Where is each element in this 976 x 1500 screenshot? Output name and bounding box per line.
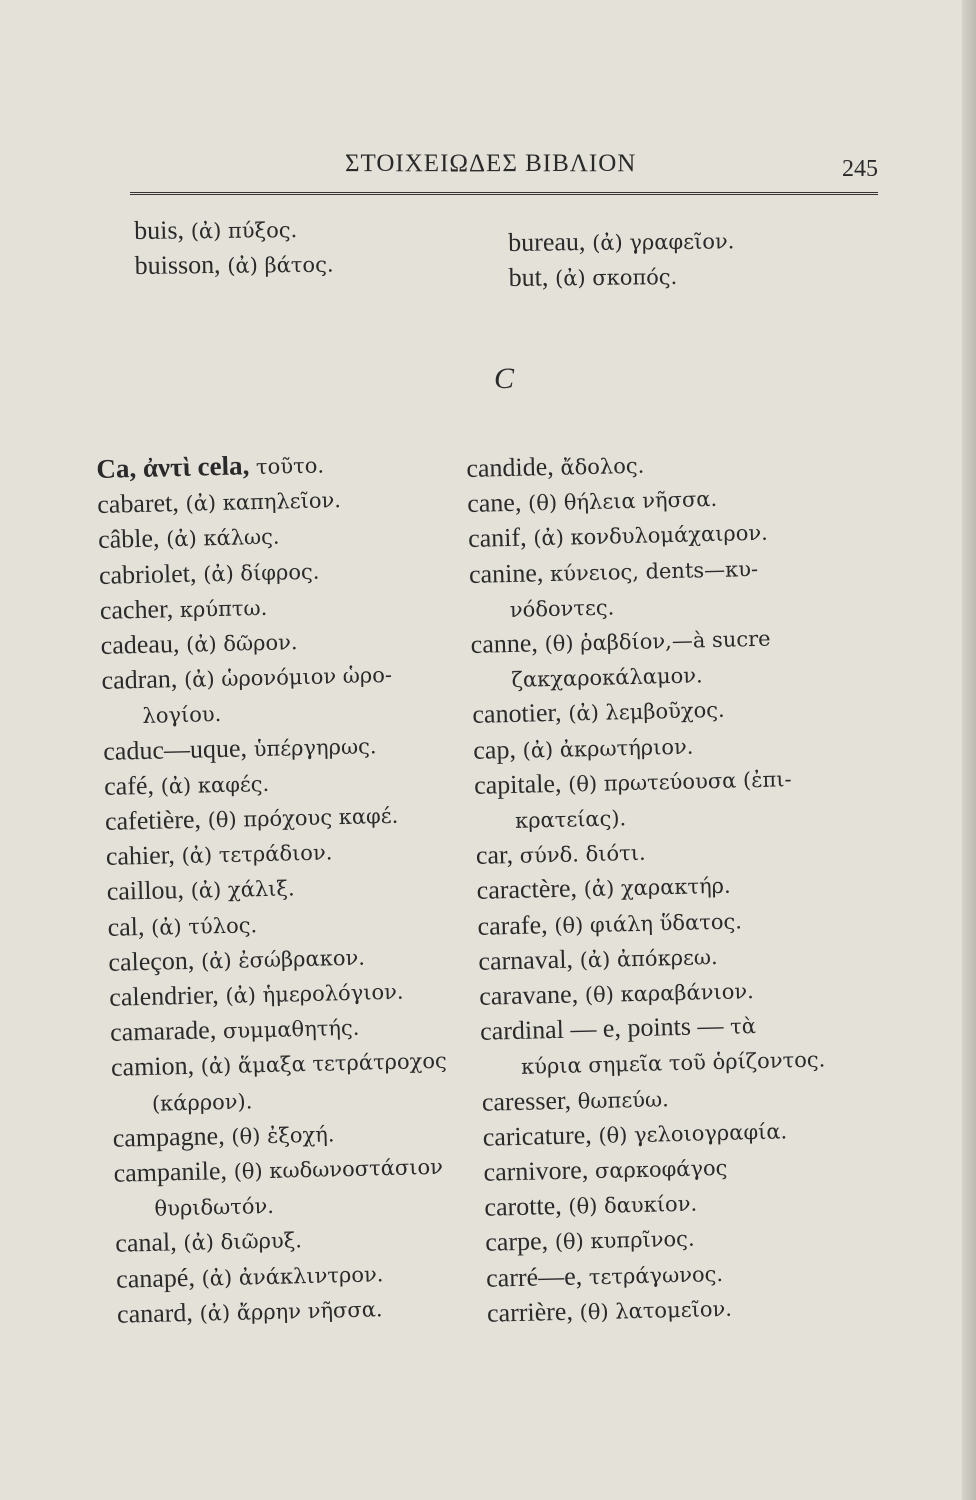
header-rule: [130, 192, 878, 195]
entry-gloss: (ἀ) ἀνάκλιντρον.: [194, 1261, 384, 1291]
entry-gloss: ζακχαροκάλαμον.: [511, 663, 703, 693]
entry-headword: cadran,: [101, 664, 178, 696]
entry-gloss: (ἀ) τύλος.: [144, 912, 258, 940]
entry-gloss: (κάρρον).: [151, 1089, 253, 1116]
entry-headword: capitale,: [473, 768, 562, 800]
entry-headword: caravane,: [478, 979, 579, 1011]
entry-headword: caleçon,: [108, 945, 195, 977]
entry-headword: Ca, ἀντὶ cela,: [96, 450, 250, 484]
entry-gloss: συμμαθητής.: [215, 1015, 360, 1044]
entry-headword: canne,: [470, 628, 539, 659]
entry-headword: calendrier,: [108, 980, 220, 1012]
entry-headword: cahier,: [105, 840, 176, 872]
entry-headword: carrière,: [486, 1296, 574, 1328]
entry-headword: campanile,: [113, 1156, 228, 1188]
dictionary-entry: [508, 221, 878, 261]
entry-headword: buis,: [134, 215, 185, 245]
page-number: 245: [842, 156, 878, 182]
entry-headword: but,: [508, 262, 549, 293]
entry-gloss: τὰ: [723, 1014, 757, 1040]
entry-gloss: (ἀ) βάτος.: [220, 252, 334, 279]
section-letter: C: [494, 362, 515, 395]
entry-headword: bureau,: [508, 227, 586, 257]
entry-gloss: νόδοντες.: [509, 595, 615, 622]
entry-gloss: (ἀ) χάλιξ.: [183, 876, 295, 904]
entry-headword: candide,: [466, 451, 555, 483]
entry-gloss: (ἀ) γραφεῖον.: [585, 229, 735, 256]
entry-gloss: (θ) θήλεια νῆσσα.: [521, 487, 718, 516]
entry-gloss: (ἀ) διῶρυξ.: [176, 1228, 303, 1256]
entry-headword: cacher,: [99, 593, 174, 625]
column-top-right: [508, 221, 879, 296]
entry-gloss: κρύπτω.: [172, 595, 268, 622]
entry-headword: caresser,: [481, 1085, 572, 1117]
entry-gloss: (ἀ) δίφρος.: [196, 559, 320, 587]
entry-headword: cardinal — e, points —: [479, 1011, 724, 1047]
entry-headword: campagne,: [112, 1120, 225, 1153]
entry-headword: caractère,: [476, 873, 578, 906]
entry-gloss: (θ) καραβάνιον.: [577, 979, 755, 1008]
entry-gloss: (θ) πρόχους καφέ.: [200, 803, 399, 833]
entry-headword: canapé,: [115, 1262, 196, 1294]
entry-gloss: θυριδωτόν.: [154, 1194, 275, 1222]
entry-headword: carpe,: [484, 1226, 549, 1258]
entry-gloss: κύρια σημεῖα τοῦ ὁρίζοντος.: [520, 1047, 826, 1080]
entry-gloss: (ἀ) λεμβοῦχος.: [561, 698, 725, 727]
entry-gloss: ὑπέργηρως.: [246, 733, 377, 762]
entry-gloss: (θ) ἐξοχή.: [224, 1122, 335, 1149]
entry-headword: cap,: [472, 734, 517, 765]
running-head: ΣΤΟΙΧΕΙΩΔΕΣ ΒΙΒΛΙΟΝ: [345, 150, 637, 177]
entry-gloss: τετράγωνος.: [581, 1261, 724, 1290]
entry-headword: café,: [103, 770, 155, 801]
entry-gloss: (θ) φιάλη ὕδατος.: [547, 909, 743, 938]
entry-headword: camarade,: [109, 1015, 217, 1048]
entry-headword: cane,: [466, 487, 522, 519]
entry-gloss: (θ) δαυκίον.: [561, 1191, 698, 1220]
entry-gloss: (ἀ) ἅμαξα τετράτροχος: [193, 1049, 448, 1080]
entry-gloss: τοῦτο.: [249, 453, 325, 480]
entry-gloss: (ἀ) καφές.: [153, 771, 270, 799]
entry-headword: canine,: [468, 557, 544, 589]
entry-headword: buisson,: [134, 250, 221, 281]
entry-gloss: κρατείας).: [514, 806, 627, 833]
entry-headword: carotte,: [484, 1191, 563, 1223]
entry-headword: caillou,: [106, 875, 185, 907]
entry-gloss: (θ) κωδωνοστάσιον: [226, 1154, 444, 1185]
entry-headword: carnaval,: [478, 944, 574, 976]
entry-gloss: (ἀ) πύξος.: [183, 218, 298, 244]
entry-gloss: (θ) γελοιογραφία.: [591, 1119, 788, 1148]
entry-headword: cafetière,: [104, 804, 202, 836]
page-header: [130, 150, 878, 200]
entry-gloss: λογίου.: [142, 702, 222, 729]
entry-gloss: (ἀ) χαρακτήρ.: [576, 874, 731, 902]
entry-headword: cabriolet,: [98, 558, 197, 590]
entry-gloss: (ἀ) τετράδιον.: [174, 840, 333, 869]
dictionary-entry: [134, 245, 504, 285]
entry-gloss: (ἀ) ἀπόκρεω.: [572, 944, 718, 973]
entry-gloss: (θ) λατομεῖον.: [572, 1296, 733, 1325]
entry-headword: caricature,: [482, 1119, 593, 1152]
entry-headword: car,: [475, 840, 514, 871]
entry-headword: cabaret,: [96, 488, 180, 520]
column-right: [466, 443, 857, 1332]
entry-gloss: (ἀ) δῶρον.: [179, 630, 298, 658]
entry-gloss: (θ) κυπρῖνος.: [547, 1227, 695, 1255]
entry-gloss: (ἀ) κονδυλομάχαιρον.: [526, 521, 769, 551]
entry-gloss: (ἀ) ἐσώβρακον.: [194, 945, 366, 974]
entry-headword: camion,: [110, 1051, 195, 1083]
entry-gloss: (ἀ) κάλως.: [159, 524, 280, 552]
entry-gloss: (θ) ῥαβδίον,—à sucre: [537, 626, 771, 657]
entry-gloss: (ἀ) ἡμερολόγιον.: [218, 979, 404, 1009]
entry-gloss: (ἀ) ἀκρωτήριον.: [515, 734, 694, 763]
column-top-left: [134, 209, 505, 284]
entry-gloss: σαρκοφάγος: [587, 1155, 728, 1184]
entry-headword: canal,: [114, 1227, 178, 1259]
entry-headword: canotier,: [472, 698, 562, 730]
entry-gloss: θωπεύω.: [570, 1086, 670, 1114]
entry-gloss: ἄδολος.: [553, 453, 645, 480]
entry-gloss: (ἀ) ἄρρην νῆσσα.: [192, 1297, 383, 1326]
entry-headword: cal,: [107, 911, 145, 942]
entry-headword: caduc—uque,: [102, 733, 248, 766]
entry-headword: canard,: [116, 1297, 194, 1329]
page-edge-shadow: [962, 0, 976, 1500]
column-left: [96, 443, 487, 1333]
entry-headword: câble,: [97, 523, 160, 555]
dictionary-entry: [134, 209, 504, 249]
entry-headword: canif,: [467, 522, 527, 554]
entry-gloss: σύνδ. διότι.: [512, 840, 646, 869]
entry-headword: cadeau,: [100, 629, 180, 660]
entry-headword: carré—e,: [485, 1261, 583, 1293]
entry-gloss: (ἀ) σκοπός.: [548, 265, 678, 291]
entry-gloss: (ἀ) καπηλεῖον.: [178, 488, 342, 517]
entry-headword: carnivore,: [483, 1155, 589, 1187]
entry-headword: carafe,: [477, 909, 548, 941]
entry-gloss: (θ) πρωτεύουσα (ἐπι-: [561, 766, 792, 797]
entry-gloss: κύνειος, dents—κυ-: [543, 556, 759, 586]
dictionary-entry: [508, 257, 878, 297]
entry-gloss: (ἀ) ὡρονόμιον ὡρο-: [177, 663, 393, 693]
